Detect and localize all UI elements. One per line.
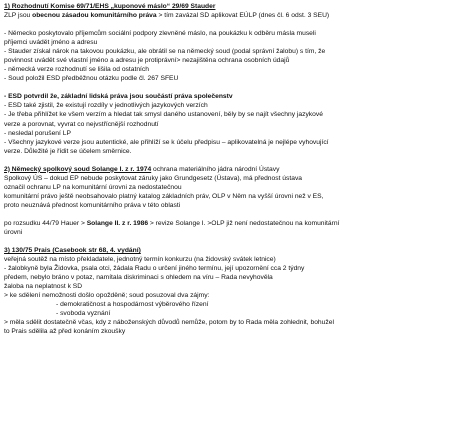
text-line: žaloba na neplatnost k SD [4,283,83,291]
spacer [4,83,459,92]
text-line: verze. Důležité je řídit se účelem směrnice. [4,147,132,155]
text-line: komunitární právo ještě neobsahovalo platný katalog základních práv, OLP v Něm na vyšší úrovni než v ES, [4,192,324,200]
emphasis-text: obecnou zásadou komunitárního práva [32,12,157,20]
spacer [4,210,459,219]
section-heading: 2) Německý spolkový soud Solange I. z r. 1974 [4,165,152,173]
spacer [4,237,459,246]
spacer [4,156,459,165]
text-line: označil ochranu LP na komunitární úrovni za nedostatečnou [4,183,182,191]
text-line: veřejná soutěž na místo překladatele, jednotný termín konkurzu (na židovský svátek letnice) [4,256,276,264]
text-line: verze a porovnat, vyvrat co nejvstřícnější rozhodnutí [4,120,159,128]
bullet-list [4,29,459,83]
text-line: > měla sdělit dostatečně včas, kdy z náboženských důvodů nemůže, potom by to Rada měla zohlednit, bohužel [4,319,334,327]
text-line: proto neuznává přednost komunitárního práva v této oblasti [4,201,181,209]
text-line: to Prais sdělila až před konáním zkoušky [4,328,126,336]
paragraph [4,174,459,210]
paragraph-line [4,11,459,20]
section-heading: 3) 130/75 Prais (Casebook str 68, 4. vydání) [4,247,141,255]
text-line: předem, nebylo bráno v potaz, namítala diskriminaci s ohledem na víru – Rada nevyhověla [4,274,273,282]
text-line: - ESD také zjistil, že existují rozdíly v jednotlivých jazykových verzích [4,102,208,110]
text-line: > ke sdělení nemožnosti došlo opožděně; soud posuzoval dva zájmy: [4,292,210,300]
section-heading-line [4,165,459,174]
section-solange [4,165,459,237]
text-line: - demokratičnost a hospodárnost výběrového řízení [56,301,209,309]
section-stauder [4,2,459,156]
text-line: - německá verze rozhodnutí se lišila od ostatních [4,66,149,74]
text-run: > tím zavázal SD aplikovat EÚLP (dnes čl. 6 odst. 3 SEU) [156,12,330,20]
emphasis-text: Solange II. z r. 1986 [86,219,149,227]
section-heading: 1) Rozhodnutí Komise 69/71/EHS „kuponové máslo“ 29/69 Stauder [4,3,216,10]
text-line: příjemci uvádět jméno a adresu [4,39,98,47]
bullet-list [4,101,459,155]
paragraph-line [4,219,459,228]
text-run: ochrana materiálního jádra národní Ústavy [151,165,280,173]
text-line: povinnost uvádět své vlastní jméno a adresu je protiprávní> nezajištěna ochrana osobních údajů [4,57,290,65]
text-line: - Německo poskytovalo příjemcům sociální podpory zlevněné máslo, na poukázku k odběru másla museli [4,30,316,38]
text-line: - Všechny jazykové verze jsou autentické, ale přihlíží se k účelu předpisu – aplikovatelná je nejlépe vyhovující [4,138,329,146]
text-line: Spolkový ÚS – dokud EP nebude poskytovat záruky jako Grundgesetz (Ústava), má přednost ústava [4,174,303,182]
text-line: - Soud položil ESD předběžnou otázku podle čl. 267 SFEU [4,75,179,83]
paragraph [4,255,459,336]
text-run: po rozsudku 44/79 Hauer > [4,219,87,227]
text-line: - Je třeba přihlížet ke všem verzím a hledat tak smysl daného ustanovení, běly by se najít všechny jazykové [4,111,323,119]
text-line: - nesledal porušení LP [4,129,71,137]
text-line: - žalobkyně byla Židovka, psala otci, žádala Radu o určení jiného termínu, její upozornění cca 2 týdny [4,265,305,273]
section-prais [4,246,459,336]
spacer [4,20,459,29]
paragraph-line: úrovni [4,228,23,236]
key-finding: - ESD potvrdil že, základní lidská práva jsou součástí práva společenstv [4,93,233,101]
text-line: - Stauder získal nárok na takovou poukázku, ale obrátil se na německý soud (podal správní žalobu) s tím, že [4,48,326,56]
text-line: - svoboda vyznání [56,310,111,318]
text-run: > revize Solange I. >OLP již není nedostatečnou na komunitární [148,219,340,227]
text-run: ZLP jsou [4,12,33,20]
